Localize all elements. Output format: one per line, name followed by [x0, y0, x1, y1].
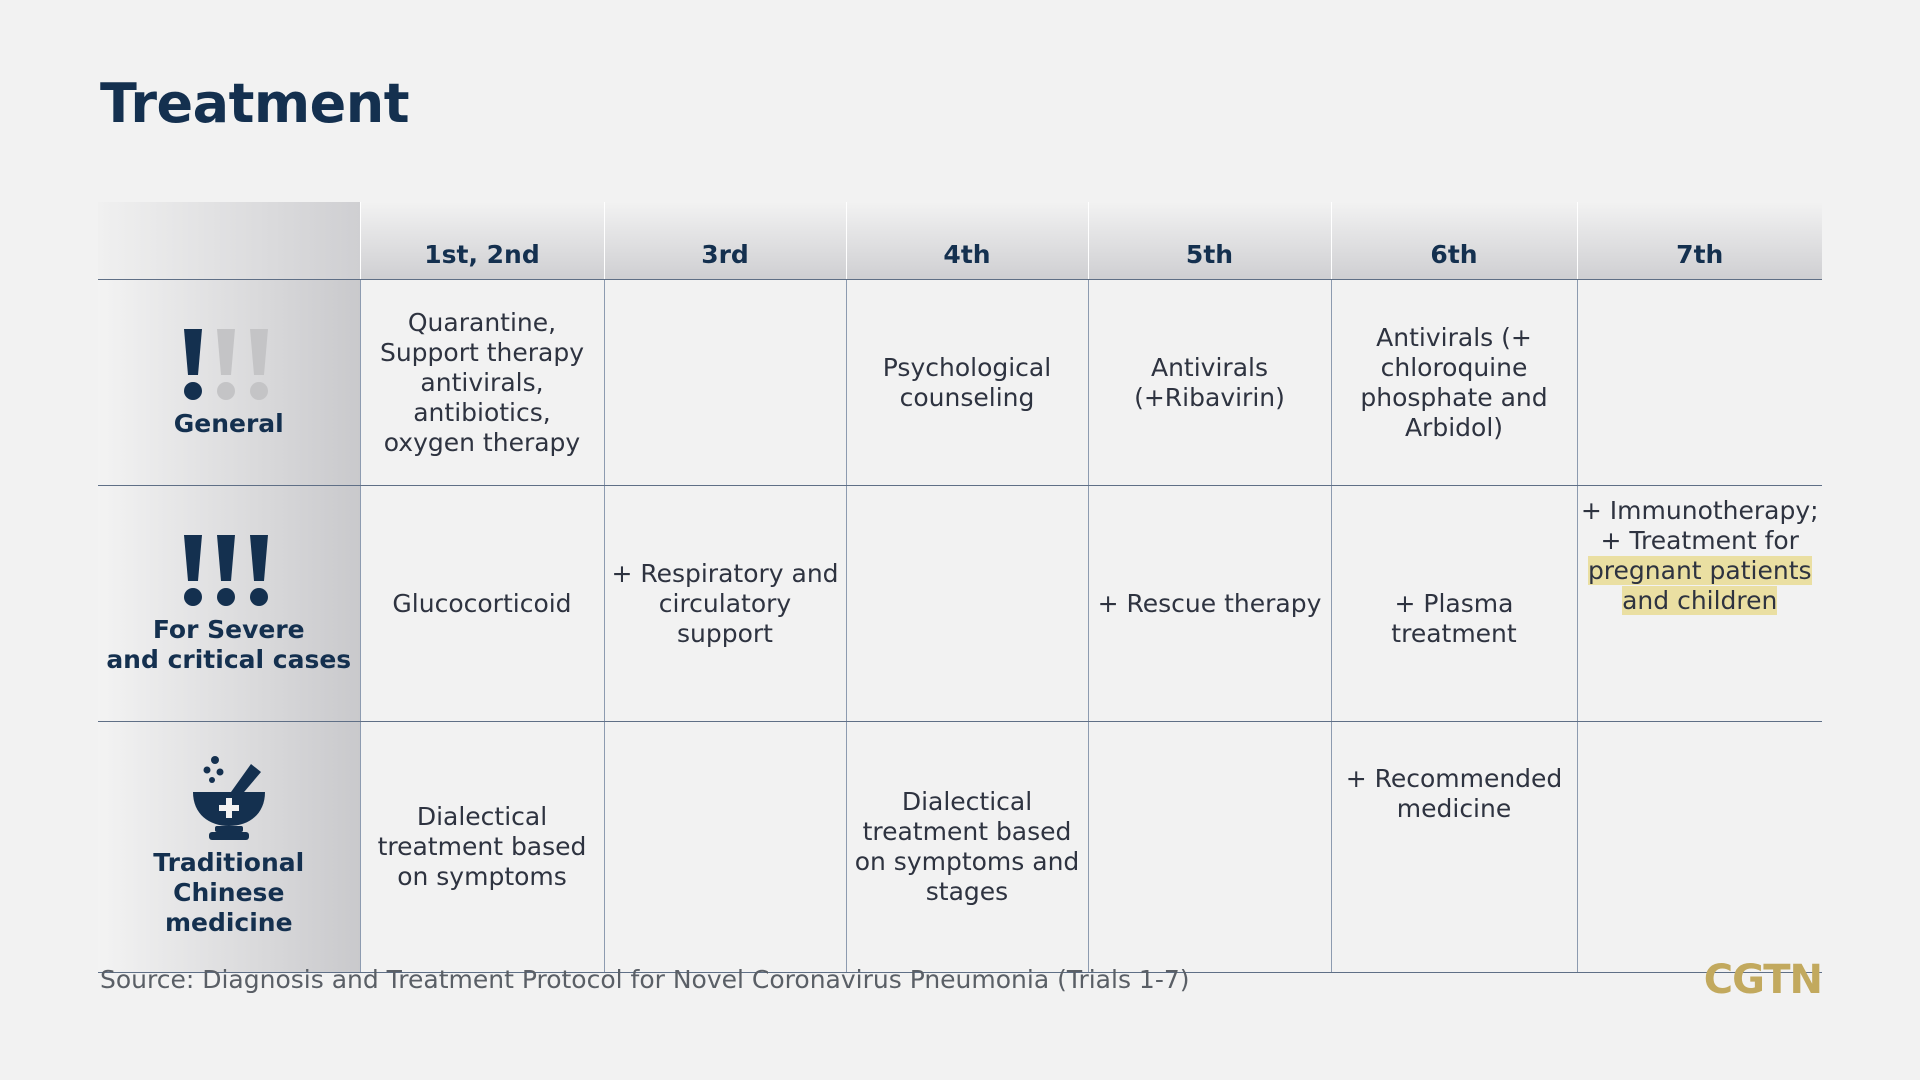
cell-tcm-5th [1088, 722, 1331, 973]
cell-general-3rd [604, 280, 846, 486]
row-label: For Severe and critical cases [106, 614, 352, 674]
cell-general-7th [1577, 280, 1822, 486]
cell-tcm-7th [1577, 722, 1822, 973]
cell-severe-5th: + Rescue therapy [1088, 486, 1331, 722]
table-row-general [98, 280, 1822, 486]
cell-tcm-6th: + Recommended medicine [1331, 722, 1577, 973]
table-row-severe [98, 486, 1822, 722]
column-header-3rd: 3rd [604, 202, 846, 280]
column-header-7th: 7th [1577, 202, 1822, 280]
column-header-1st-2nd: 1st, 2nd [360, 202, 604, 280]
corner-cell [98, 202, 360, 280]
cell-general-5th: Antivirals (+Ribavirin) [1088, 280, 1331, 486]
brand-logo: CGTN [1703, 957, 1822, 1003]
treatment-table [98, 202, 1822, 973]
cell-tcm-1st-2nd: Dialectical treatment based on symptoms [360, 722, 604, 973]
cell-tcm-3rd [604, 722, 846, 973]
mortar-pestle-icon [98, 756, 360, 842]
row-header-tcm [98, 722, 360, 973]
single-exclamation-icon [98, 327, 360, 403]
column-header-6th: 6th [1331, 202, 1577, 280]
cell-severe-3rd: + Respiratory and circulatory support [604, 486, 846, 722]
column-header-4th: 4th [846, 202, 1088, 280]
cell-severe-7th: + Immunotherapy; + Treatment for pregnant patients and children [1577, 486, 1822, 722]
table-row-tcm [98, 722, 1822, 973]
header-row [98, 202, 1822, 280]
cell-severe-1st-2nd: Glucocorticoid [360, 486, 604, 722]
cell-general-1st-2nd: Quarantine, Support therapy antivirals, antibiotics, oxygen therapy [360, 280, 604, 486]
row-header-general [98, 280, 360, 486]
source-note: Source: Diagnosis and Treatment Protocol for Novel Coronavirus Pneumonia (Trials 1-7) [100, 965, 1190, 994]
cell-general-4th: Psychological counseling [846, 280, 1088, 486]
page-title: Treatment [100, 72, 410, 135]
column-header-5th: 5th [1088, 202, 1331, 280]
cell-general-6th: Antivirals (+ chloroquine phosphate and Arbidol) [1331, 280, 1577, 486]
cell-tcm-4th: Dialectical treatment based on symptoms and stages [846, 722, 1088, 973]
row-header-severe [98, 486, 360, 722]
highlighted-text: pregnant patients and children [1587, 556, 1812, 615]
triple-exclamation-icon [98, 533, 360, 609]
cell-severe-4th [846, 486, 1088, 722]
cell-severe-6th: + Plasma treatment [1331, 486, 1577, 722]
row-label: General [173, 408, 284, 438]
row-label: Traditional Chinese medicine [153, 848, 305, 937]
